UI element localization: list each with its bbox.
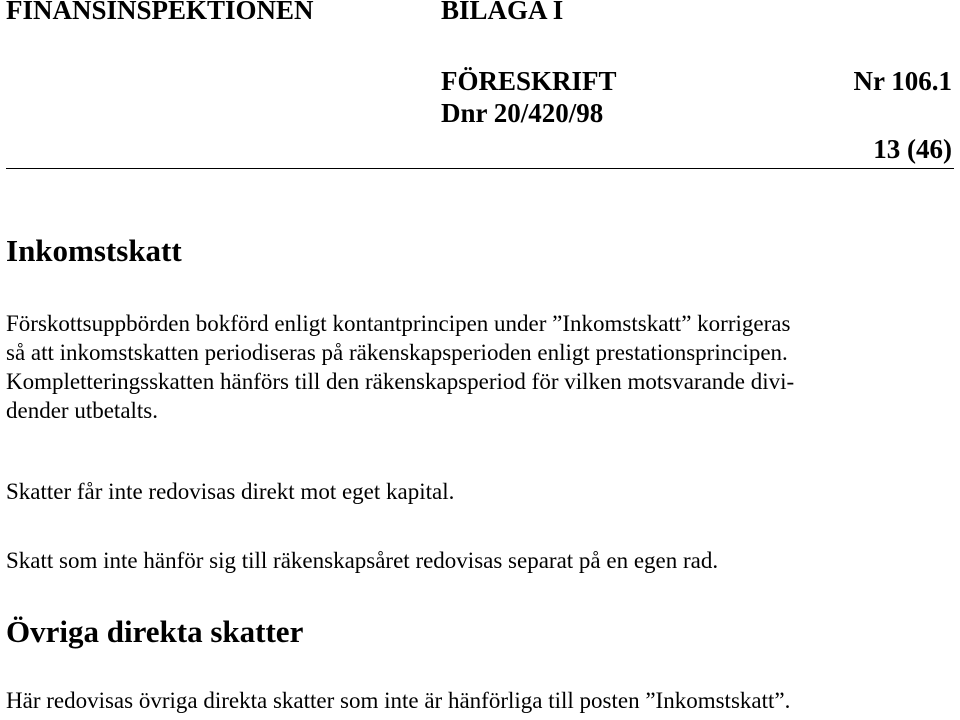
page-number: 13 (46) [873,134,952,164]
text-line: Kompletteringsskatten hänförs till den räkenskapsperiod för vilken motsvarande divi- [6,369,795,394]
document-number: Nr 106.1 [853,66,952,96]
authority-name: FINANSINSPEKTIONEN [6,0,314,25]
paragraph [6,546,954,575]
text-line: Skatter får inte redovisas direkt mot eget kapital. [6,479,455,504]
attachment-label: BILAGA I [441,0,564,25]
paragraph [6,309,954,425]
text-line: dender utbetalts. [6,398,159,423]
text-line: Skatt som inte hänför sig till räkenskapsåret redovisas separat på en egen rad. [6,548,719,573]
text-line: Förskottsuppbörden bokförd enligt kontantprincipen under ”Inkomstskatt” korrigeras [6,311,791,336]
registration-number: Dnr 20/420/98 [441,98,604,128]
paragraph [6,686,954,715]
section-heading-other-direct-taxes: Övriga direkta skatter [6,614,304,649]
text-line: Här redovisas övriga direkta skatter som inte är hänförliga till posten ”Inkomstskatt”. [6,688,791,713]
paragraph [6,477,954,506]
document-type: FÖRESKRIFT [441,66,617,96]
section-heading-income-tax: Inkomstskatt [6,233,182,268]
header-divider [6,168,954,169]
text-line: så att inkomstskatten periodiseras på räkenskapsperioden enligt prestationsprincipen. [6,340,788,365]
